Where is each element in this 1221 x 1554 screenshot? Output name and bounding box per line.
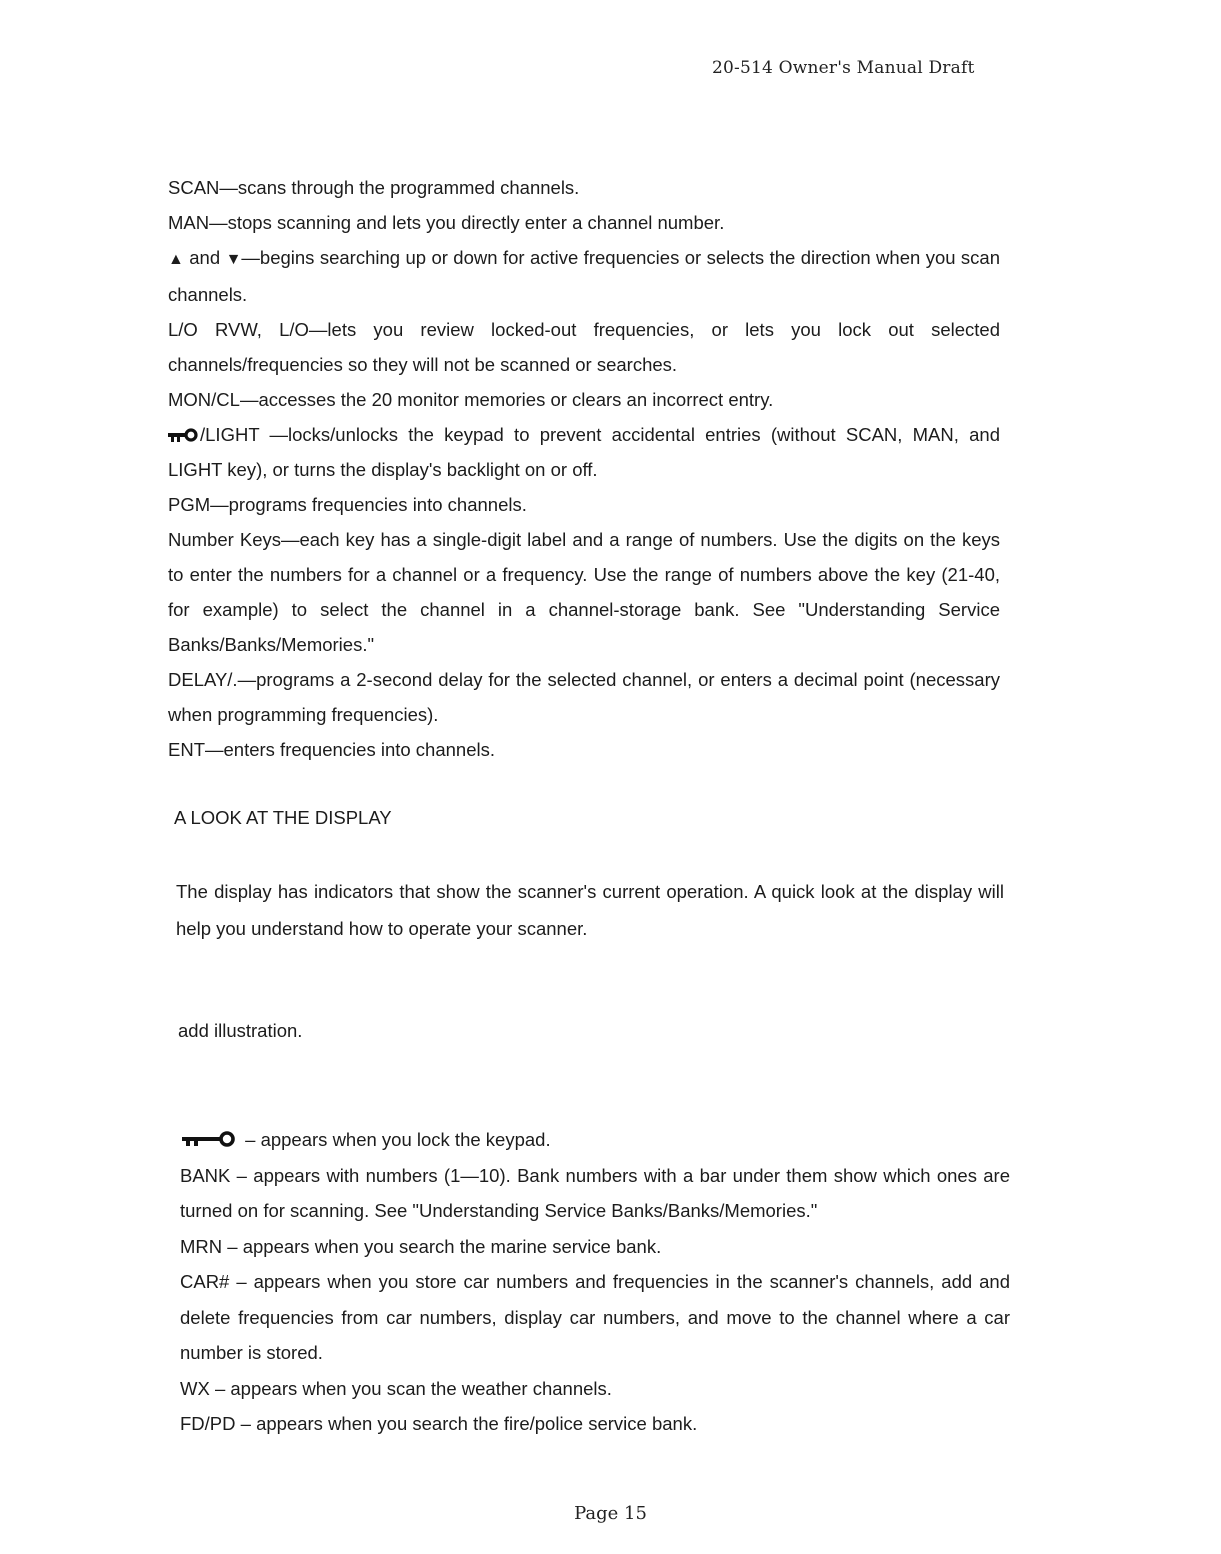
key-lock-icon xyxy=(168,427,198,443)
bank-indicator-description: BANK – appears with numbers (1—10). Bank numbers with a bar under them show which ones are turned on for scanning. See "Understanding Service Banks/Banks/Memories." xyxy=(180,1164,1010,1221)
up-arrow-icon: ▲ xyxy=(168,251,184,268)
illustration-placeholder: add illustration. xyxy=(178,1020,303,1041)
key-lock-icon xyxy=(180,1130,238,1148)
key-descriptions xyxy=(168,170,1000,767)
mon-key-description: MON/CL—accesses the 20 monitor memories or clears an incorrect entry. xyxy=(168,389,774,410)
ent-key-description: ENT—enters frequencies into channels. xyxy=(168,739,496,760)
up-down-and: and xyxy=(189,247,221,268)
down-arrow-icon: ▼ xyxy=(225,251,242,268)
light-key-description xyxy=(168,417,1000,487)
lockout-key-description: L/O RVW, L/O—lets you review locked-out frequencies, or lets you lock out selected channels/frequencies so they will not be scanned or searches. xyxy=(168,319,1000,375)
light-key-text: /LIGHT —locks/unlocks the keypad to prevent accidental entries (without SCAN, MAN, and LIGHT key), or turns the display's backlight on or off. xyxy=(168,424,1000,480)
scan-key-description: SCAN—scans through the programmed channels. xyxy=(168,177,580,198)
page-number: Page 15 xyxy=(574,1503,647,1524)
up-down-text: —begins searching up or down for active frequencies or selects the direction when you scan channels. xyxy=(168,247,1001,305)
man-key-description: MAN—stops scanning and lets you directly enter a channel number. xyxy=(168,212,725,233)
delay-key-description: DELAY/.—programs a 2-second delay for the selected channel, or enters a decimal point (necessary when programming frequencies). xyxy=(168,669,1000,725)
fdpd-indicator-description: FD/PD – appears when you search the fire/police service bank. xyxy=(180,1413,698,1434)
display-indicators xyxy=(180,1122,1010,1442)
wx-indicator-description: WX – appears when you scan the weather channels. xyxy=(180,1377,612,1399)
page-header: 20-514 Owner's Manual Draft xyxy=(712,58,975,78)
car-indicator-description: CAR# – appears when you store car numbers and frequencies in the scanner's channels, add and delete frequencies from car numbers, display car numbers, and move to the channel where a car number is stored. xyxy=(180,1271,1010,1363)
display-section-heading: A LOOK AT THE DISPLAY xyxy=(174,807,392,828)
lock-indicator-text: – appears when you lock the keypad. xyxy=(240,1129,551,1150)
up-down-key-description xyxy=(168,240,1000,312)
mrn-indicator-description: MRN – appears when you search the marine service bank. xyxy=(180,1235,662,1257)
display-intro-paragraph: The display has indicators that show the scanner's current operation. A quick look at the display will help you understand how to operate your scanner. xyxy=(176,881,1004,939)
number-keys-description: Number Keys—each key has a single-digit label and a range of numbers. Use the digits on the keys to enter the numbers for a channel or a frequency. Use the range of numbers above the key (21-40, for example) to select the channel in a channel-storage bank. See "Understanding Service Banks/Banks/Memories." xyxy=(168,529,1000,655)
lock-indicator-description xyxy=(180,1122,1010,1158)
pgm-key-description: PGM—programs frequencies into channels. xyxy=(168,494,527,515)
